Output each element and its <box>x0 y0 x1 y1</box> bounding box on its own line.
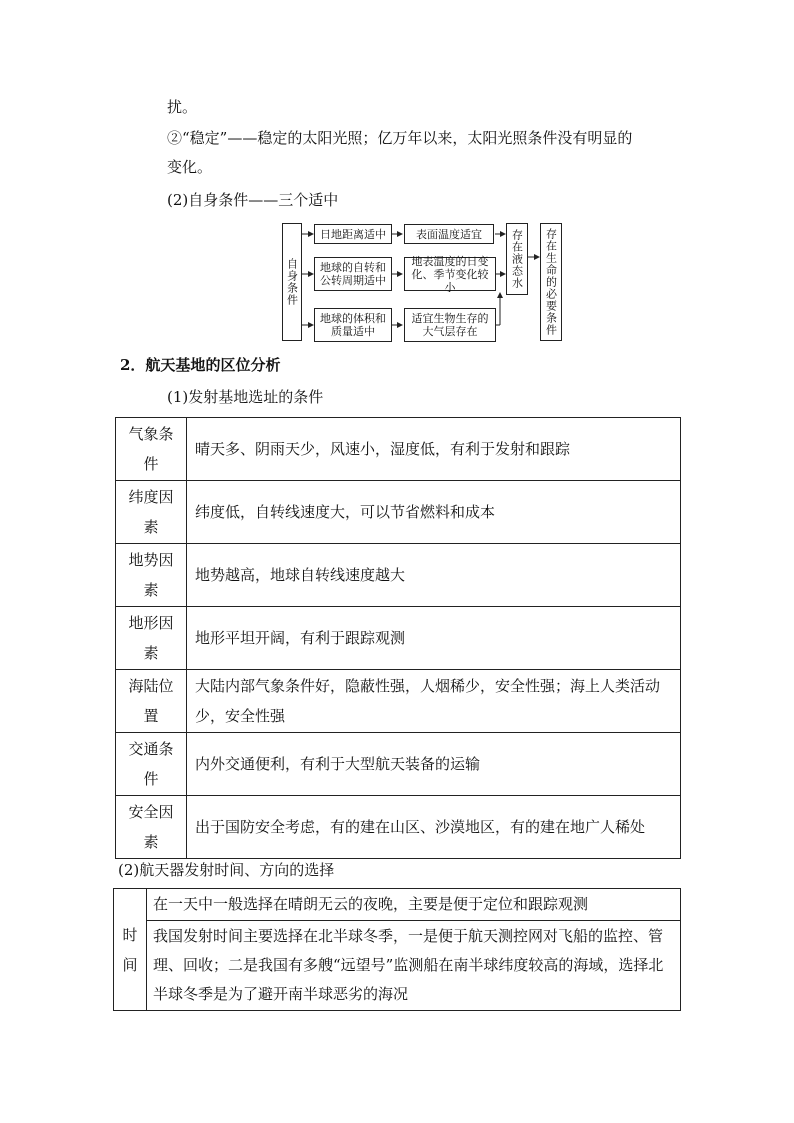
table-row <box>116 544 681 607</box>
table-row <box>114 889 681 921</box>
section-2-title: 2．航天基地的区位分析 <box>120 356 281 374</box>
table-row <box>116 607 681 670</box>
launch-site-conditions-heading: (1)发射基地选址的条件 <box>167 388 324 406</box>
self-conditions-heading: (2)自身条件——三个适中 <box>167 191 339 209</box>
factor-cell: 地形因素 <box>116 607 187 670</box>
self-box: 自身条件 <box>282 223 302 341</box>
factor-cell: 海陆位置 <box>116 670 187 733</box>
launch-time-heading: (2)航天器发射时间、方向的选择 <box>118 861 335 879</box>
table-row <box>116 733 681 796</box>
liquid-water-box: 存在液态水 <box>506 223 528 295</box>
time-row-1: 在一天中一般选择在晴朗无云的夜晚，主要是便于定位和跟踪观测 <box>147 889 681 921</box>
description-cell: 内外交通便利，有利于大型航天装备的运输 <box>187 733 681 796</box>
table-row <box>116 796 681 859</box>
factor-cell: 交通条件 <box>116 733 187 796</box>
description-cell: 地形平坦开阔，有利于跟踪观测 <box>187 607 681 670</box>
table-row <box>114 921 681 1011</box>
factor-cell: 安全因素 <box>116 796 187 859</box>
factor-cell: 地势因素 <box>116 544 187 607</box>
temperature-variation-box: 地表温度的日变化、季节变化较小 <box>404 257 496 291</box>
description-cell: 晴天多、阴雨天少，风速小，湿度低，有利于发射和跟踪 <box>187 418 681 481</box>
description-cell: 出于国防安全考虑，有的建在山区、沙漠地区，有的建在地广人稀处 <box>187 796 681 859</box>
description-cell: 地势越高，地球自转线速度越大 <box>187 544 681 607</box>
description-cell: 纬度低，自转线速度大，可以节省燃料和成本 <box>187 481 681 544</box>
launch-time-table <box>113 888 681 1011</box>
time-row-2: 我国发射时间主要选择在北半球冬季，一是便于航天测控网对飞船的监控、管理、回收；二是我国有多艘“远望号”监测船在南半球纬度较高的海域，选择北半球冬季是为了避开南半球恶劣的海况 <box>147 921 681 1011</box>
table-row <box>116 670 681 733</box>
launch-site-table <box>115 417 681 859</box>
table-row <box>116 481 681 544</box>
rotation-revolution-box: 地球的自转和公转周期适中 <box>314 257 392 291</box>
table-row <box>116 418 681 481</box>
self-conditions-diagram <box>282 221 572 343</box>
factor-cell: 气象条件 <box>116 418 187 481</box>
description-cell: 大陆内部气象条件好，隐蔽性强，人烟稀少，安全性强；海上人类活动少，安全性强 <box>187 670 681 733</box>
life-conditions-box: 存在生命的必要条件 <box>540 223 562 341</box>
surface-temperature-box: 表面温度适宜 <box>404 224 494 244</box>
volume-mass-box: 地球的体积和质量适中 <box>314 308 392 342</box>
time-header-cell: 时间 <box>114 889 147 1011</box>
sun-earth-distance-box: 日地距离适中 <box>314 224 392 244</box>
factor-cell: 纬度因素 <box>116 481 187 544</box>
atmosphere-box: 适宜生物生存的大气层存在 <box>404 308 496 342</box>
intro-line-2: ②“稳定”——稳定的太阳光照；亿万年以来，太阳光照条件没有明显的 <box>167 129 633 147</box>
intro-line-1: 扰。 <box>167 98 198 116</box>
intro-line-3: 变化。 <box>167 158 213 176</box>
